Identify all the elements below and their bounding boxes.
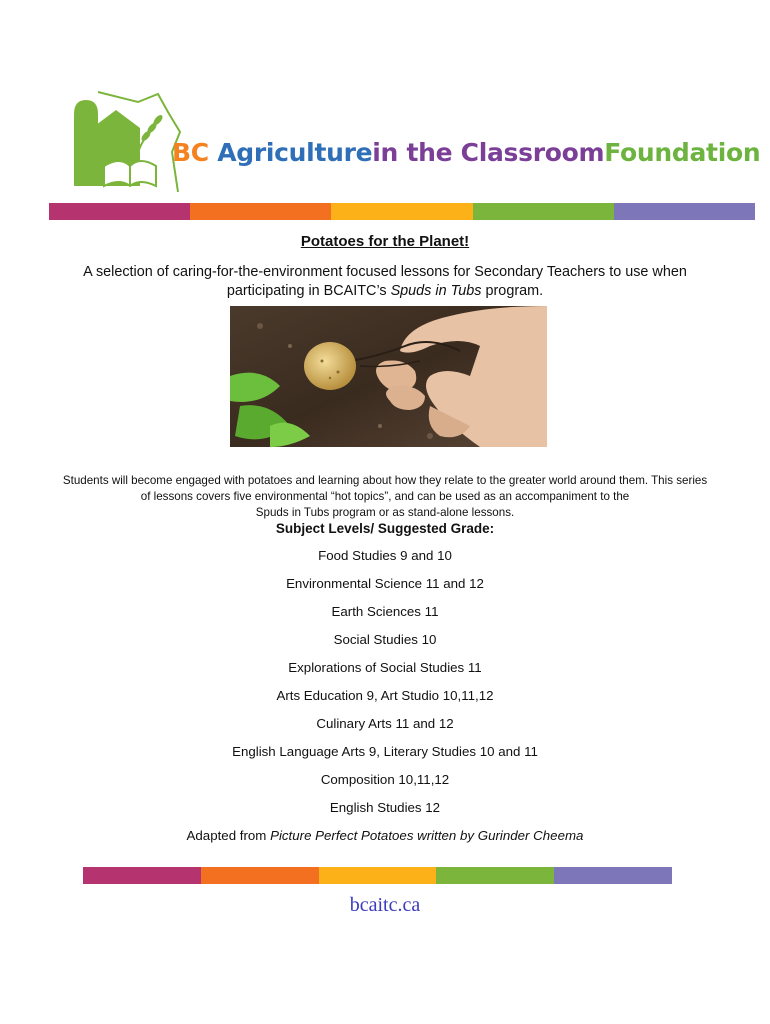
logo-word-foundation: Foundation bbox=[604, 138, 761, 167]
description-line: Students will become engaged with potatoes and learning about how they relate to the greater world around them. This series bbox=[62, 474, 708, 487]
subject-item: English Language Arts 9, Literary Studies 10 and 11 bbox=[232, 744, 538, 759]
hands-holding-potato-photo bbox=[230, 306, 547, 447]
document-title: Potatoes for the Planet! bbox=[300, 233, 470, 250]
top-color-stripe bbox=[49, 203, 755, 220]
subject-item: Social Studies 10 bbox=[333, 632, 437, 647]
subject-item: Culinary Arts 11 and 12 bbox=[316, 716, 454, 731]
subject-item: Composition 10,11,12 bbox=[320, 772, 450, 787]
intro-text: A selection of caring-for-the-environment focused lessons for Secondary Teachers to use when participating in BCAITC’s bbox=[83, 264, 687, 299]
bottom-color-stripe bbox=[83, 867, 672, 884]
intro-paragraph bbox=[60, 263, 710, 301]
stripe-segment bbox=[331, 203, 472, 220]
adapted-source: Picture Perfect Potatoes written by Gurinder Cheema bbox=[270, 828, 584, 843]
barn-book-wheat-icon bbox=[68, 82, 188, 202]
stripe-segment bbox=[436, 867, 554, 884]
description-line: of lessons covers five environmental “hot topics”, and can be used as an accompaniment to the bbox=[140, 490, 630, 503]
stripe-segment bbox=[614, 203, 755, 220]
stripe-segment bbox=[190, 203, 331, 220]
description-line: Spuds in Tubs program or as stand-alone lessons. bbox=[255, 506, 515, 519]
stripe-segment bbox=[554, 867, 672, 884]
subject-levels-heading: Subject Levels/ Suggested Grade: bbox=[275, 521, 495, 536]
stripe-segment bbox=[49, 203, 190, 220]
subject-list bbox=[0, 547, 770, 827]
subject-item: Explorations of Social Studies 11 bbox=[288, 660, 482, 675]
stripe-segment bbox=[473, 203, 614, 220]
stripe-segment bbox=[319, 867, 437, 884]
logo-text bbox=[172, 138, 760, 167]
website-link[interactable]: bcaitc.ca bbox=[349, 894, 421, 916]
subject-item: Environmental Science 11 and 12 bbox=[286, 576, 484, 591]
description-paragraph bbox=[20, 473, 750, 521]
adapted-from-credit bbox=[0, 828, 770, 843]
subject-item: Arts Education 9, Art Studio 10,11,12 bbox=[276, 688, 494, 703]
stripe-segment bbox=[83, 867, 201, 884]
logo-word-classroom: in the Classroom bbox=[372, 138, 605, 167]
intro-text-end: program. bbox=[481, 283, 544, 299]
subject-item: English Studies 12 bbox=[329, 800, 441, 815]
bcaitc-logo bbox=[68, 82, 761, 202]
subject-item: Food Studies 9 and 10 bbox=[318, 548, 452, 563]
logo-word-agriculture: Agriculture bbox=[217, 138, 373, 167]
subject-item: Earth Sciences 11 bbox=[331, 604, 439, 619]
program-name: Spuds in Tubs bbox=[390, 283, 482, 299]
logo-word-bc: BC bbox=[172, 138, 209, 167]
stripe-segment bbox=[201, 867, 319, 884]
adapted-prefix: Adapted from bbox=[186, 828, 271, 843]
